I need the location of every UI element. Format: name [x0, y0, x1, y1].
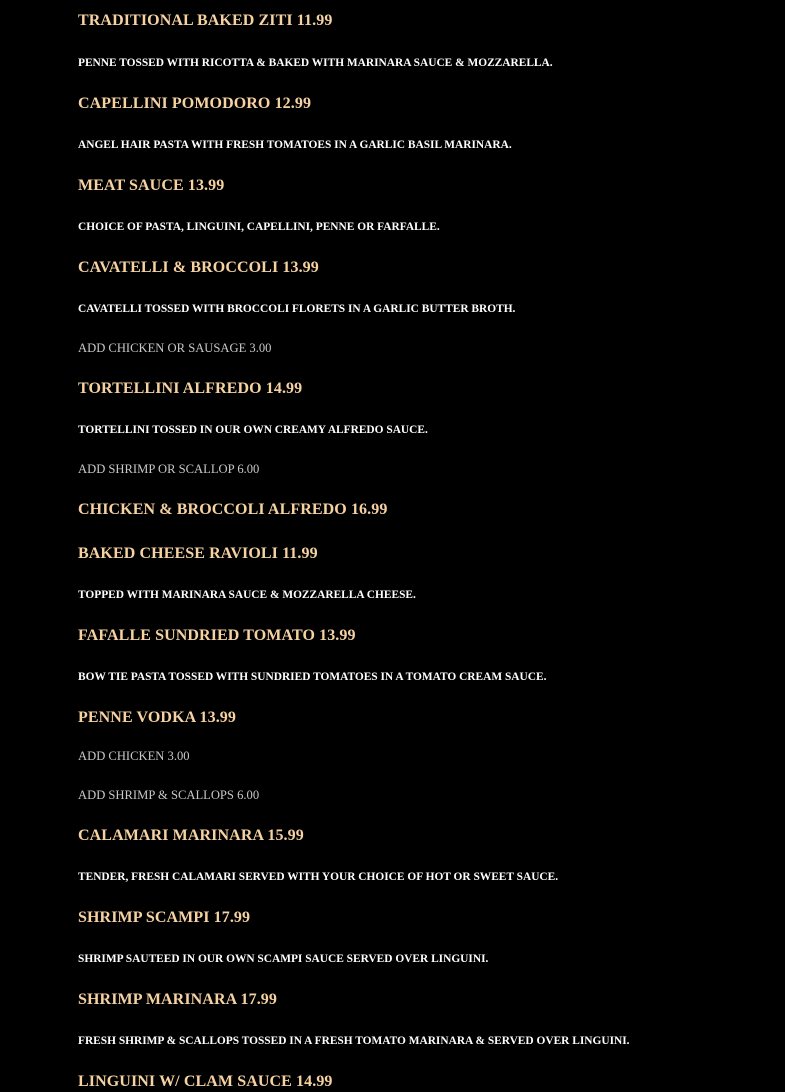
menu-item-title: PENNE VODKA 13.99	[78, 709, 236, 726]
menu-item-description: BOW TIE PASTA TOSSED WITH SUNDRIED TOMATOES IN A TOMATO CREAM SAUCE.	[78, 671, 547, 683]
menu-item-description: PENNE TOSSED WITH RICOTTA & BAKED WITH MARINARA SAUCE & MOZZARELLA.	[78, 57, 553, 69]
menu-item-title: SHRIMP SCAMPI 17.99	[78, 909, 251, 926]
menu-item-addon: ADD CHICKEN OR SAUSAGE 3.00	[78, 341, 272, 355]
menu-item-description: TORTELLINI TOSSED IN OUR OWN CREAMY ALFREDO SAUCE.	[78, 424, 428, 436]
menu-item-title: CAVATELLI & BROCCOLI 13.99	[78, 259, 319, 276]
menu-item-description: ANGEL HAIR PASTA WITH FRESH TOMATOES IN A GARLIC BASIL MARINARA.	[78, 139, 512, 151]
menu-item-title: FAFALLE SUNDRIED TOMATO 13.99	[78, 627, 356, 644]
menu-item-description: TOPPED WITH MARINARA SAUCE & MOZZARELLA CHEESE.	[78, 589, 416, 601]
menu-item-title: CAPELLINI POMODORO 12.99	[78, 95, 312, 112]
menu-item-title: LINGUINI W/ CLAM SAUCE 14.99	[78, 1073, 333, 1090]
menu-item-addon: ADD SHRIMP & SCALLOPS 6.00	[78, 788, 260, 802]
menu-item-title: TRADITIONAL BAKED ZITI 11.99	[78, 12, 333, 29]
menu-item-description: TENDER, FRESH CALAMARI SERVED WITH YOUR CHOICE OF HOT OR SWEET SAUCE.	[78, 871, 559, 883]
menu-item-description: CHOICE OF PASTA, LINGUINI, CAPELLINI, PENNE OR FARFALLE.	[78, 221, 440, 233]
menu-item-title: MEAT SAUCE 13.99	[78, 177, 225, 194]
menu-item-addon: ADD CHICKEN 3.00	[78, 749, 190, 763]
menu-item-description: SHRIMP SAUTEED IN OUR OWN SCAMPI SAUCE SERVED OVER LINGUINI.	[78, 953, 489, 965]
menu-item-title: SHRIMP MARINARA 17.99	[78, 991, 277, 1008]
menu-item-description: CAVATELLI TOSSED WITH BROCCOLI FLORETS IN A GARLIC BUTTER BROTH.	[78, 303, 516, 315]
menu-item-title: CALAMARI MARINARA 15.99	[78, 827, 304, 844]
menu-item-description: FRESH SHRIMP & SCALLOPS TOSSED IN A FRESH TOMATO MARINARA & SERVED OVER LINGUINI.	[78, 1035, 630, 1047]
menu-item-title: BAKED CHEESE RAVIOLI 11.99	[78, 545, 318, 562]
menu-item-addon: ADD SHRIMP OR SCALLOP 6.00	[78, 462, 260, 476]
menu-item-title: CHICKEN & BROCCOLI ALFREDO 16.99	[78, 501, 388, 518]
menu-item-title: TORTELLINI ALFREDO 14.99	[78, 380, 303, 397]
